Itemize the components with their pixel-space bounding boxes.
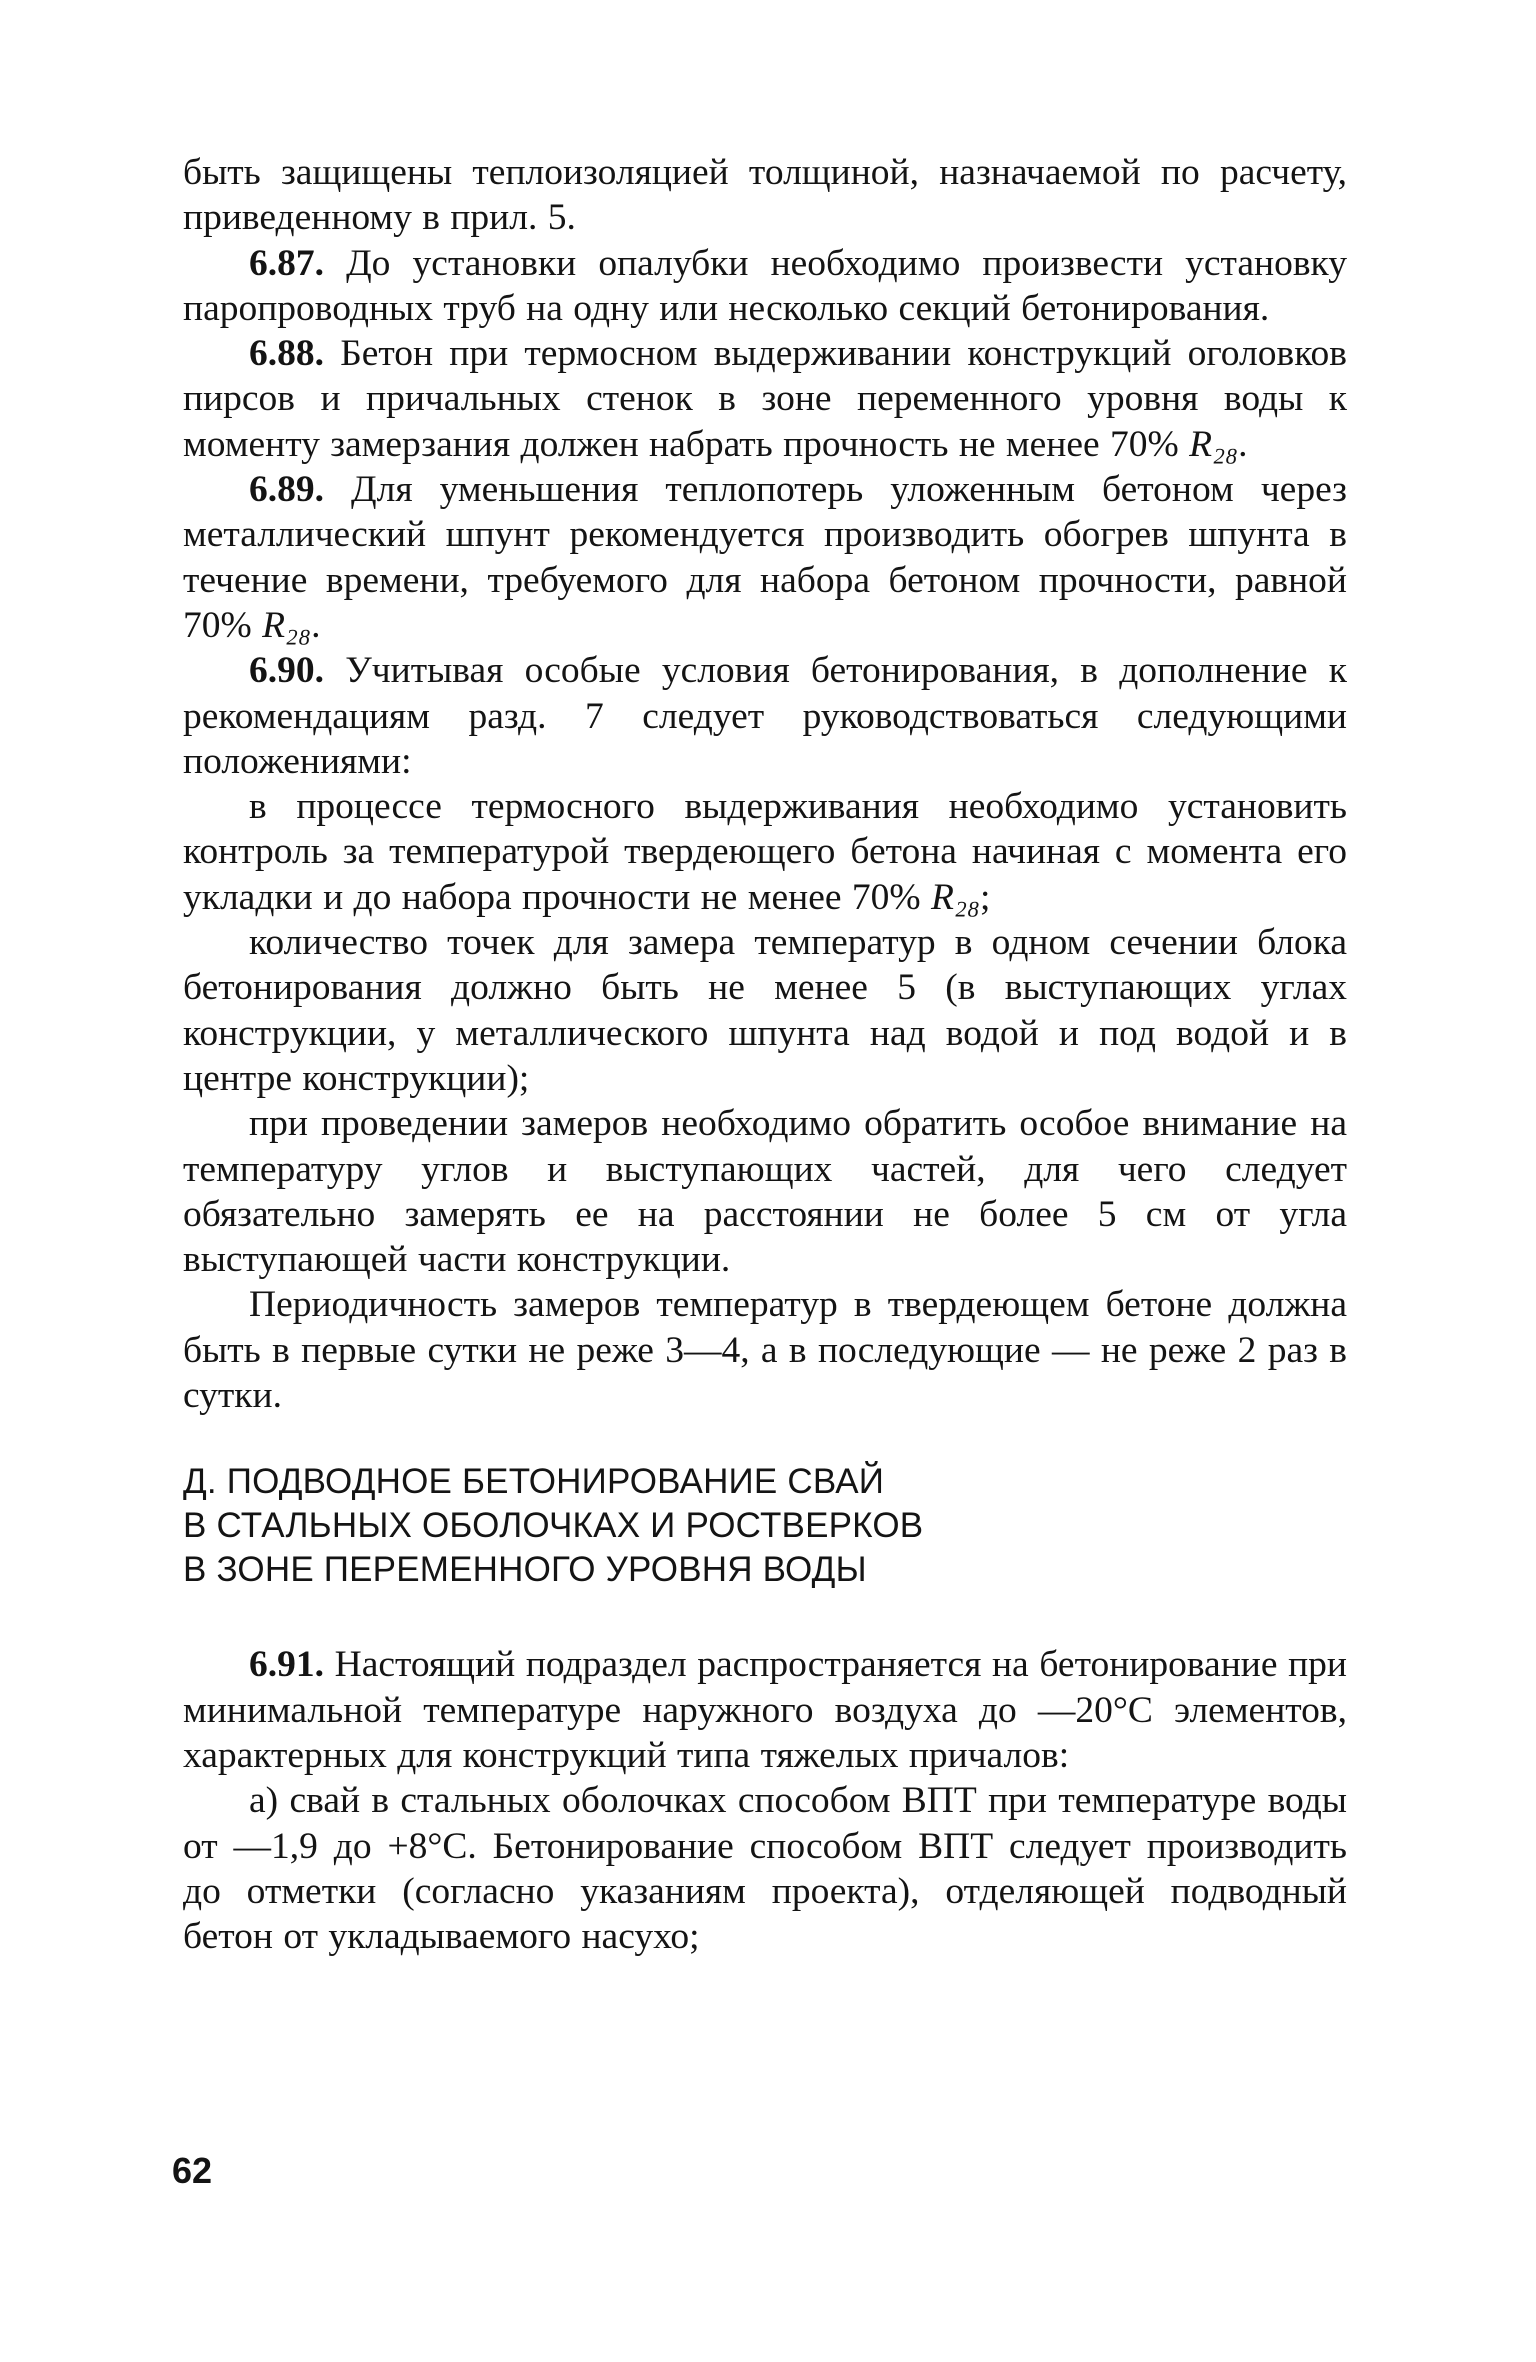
list-item-piles	[183, 1778, 1347, 1959]
paragraph-6-89	[183, 467, 1347, 648]
paragraph-measure-frequency	[183, 1282, 1347, 1418]
strength-symbol: R₂₈	[931, 876, 981, 918]
document-page	[183, 150, 1347, 2270]
paragraph-text: Учитывая особые условия бетонирования, в дополнение к рекомендациям разд. 7 следует руководствоваться следующими положениями:	[183, 650, 1347, 782]
punctuation: .	[311, 604, 321, 646]
paragraph-continuation	[183, 150, 1347, 241]
clause-number: 6.87.	[249, 242, 324, 284]
list-item-thermos-control	[183, 784, 1347, 920]
paragraph-text: До установки опалубки необходимо произвести установку паропроводных труб на одну или несколько секций бетонирования.	[183, 242, 1347, 329]
paragraph-text: Для уменьшения теплопотерь уложенным бетоном через металлический шпунт рекомендуется производить обогрев шпунта в течение времени, требуемого для набора бетоном прочности, равной 70%	[183, 469, 1347, 646]
clause-number: 6.89.	[249, 469, 324, 511]
paragraph-text: Периодичность замеров температур в твердеющем бетоне должна быть в первые сутки не реже 3—4, а в последующие — не реже 2 раз в сутки.	[183, 1284, 1347, 1417]
clause-number: 6.90.	[249, 650, 324, 692]
paragraph-text: при проведении замеров необходимо обратить особое внимание на температуру углов и выступающих частей, для чего следует обязательно замерять ее на расстоянии не более 5 см от угла выступающей части конструкции.	[183, 1103, 1347, 1281]
paragraph-6-88	[183, 331, 1347, 467]
list-item-measure-corners	[183, 1101, 1347, 1282]
paragraph-text: а) свай в стальных оболочках способом ВПТ при температуре воды от —1,9 до +8°С. Бетонирование способом ВПТ следует производить до отметки (согласно указаниям проекта), отделяющей подводный бетон от укладываемого насухо;	[183, 1780, 1347, 1958]
paragraph-text: Бетон при термосном выдерживании конструкций оголовков пирсов и причальных стенок в зоне переменного уровня воды к моменту замерзания должен набрать прочность не менее 70%	[183, 333, 1347, 465]
section-heading-line: В ЗОНЕ ПЕРЕМЕННОГО УРОВНЯ ВОДЫ	[183, 1550, 867, 1590]
strength-symbol: R₂₈	[1189, 423, 1239, 465]
section-heading-line: В СТАЛЬНЫХ ОБОЛОЧКАХ И РОСТВЕРКОВ	[183, 1506, 924, 1546]
paragraph-text: Настоящий подраздел распространяется на бетонирование при минимальной температуре наружного воздуха до —20°С элементов, характерных для конструкций типа тяжелых причалов:	[183, 1644, 1347, 1776]
paragraph-text: в процессе термосного выдерживания необходимо установить контроль за температурой твердеющего бетона начиная с момента его укладки и до набора прочности не менее 70%	[183, 786, 1347, 918]
clause-number: 6.88.	[249, 333, 324, 375]
paragraph-text: быть защищены теплоизоляцией толщиной, назначаемой по расчету, приведенному в прил. 5.	[183, 152, 1347, 239]
list-item-measure-points	[183, 920, 1347, 1101]
page-number: 62	[172, 2150, 213, 2191]
paragraph-6-91	[183, 1642, 1347, 1778]
section-heading	[183, 1460, 1347, 1592]
paragraph-text: количество точек для замера температур в одном сечении блока бетонирования должно быть не менее 5 (в выступающих углах конструкции, у металлического шпунта над водой и под водой и в центре конструкции);	[183, 922, 1347, 1099]
clause-number: 6.91.	[249, 1644, 324, 1686]
section-heading-line: Д. ПОДВОДНОЕ БЕТОНИРОВАНИЕ СВАЙ	[183, 1462, 885, 1502]
punctuation: .	[1238, 423, 1248, 465]
paragraph-6-90	[183, 648, 1347, 784]
paragraph-6-87	[183, 241, 1347, 332]
strength-symbol: R₂₈	[262, 604, 312, 646]
punctuation: ;	[980, 876, 991, 918]
